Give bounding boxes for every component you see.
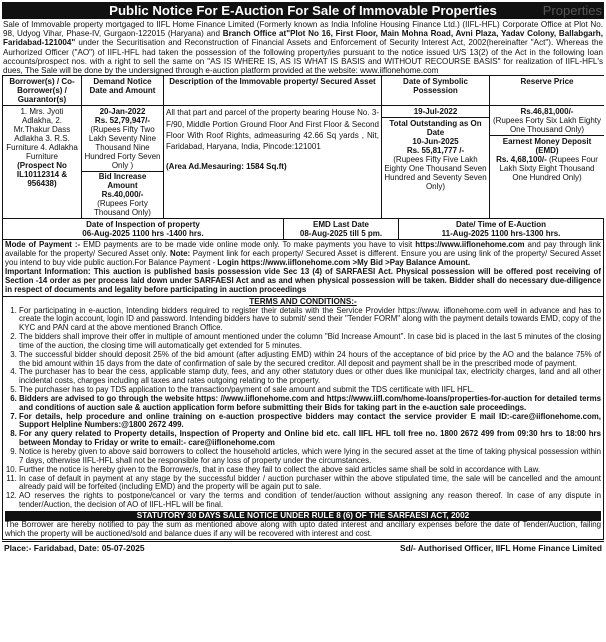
emd-last-date-value: 08-Aug-2025 till 5 pm. bbox=[299, 229, 383, 239]
bid-increase-amount: Rs.40,000/- bbox=[101, 190, 144, 200]
list-item: 8. For any query related to Property details, Inspection of Property and Online bid etc. call IIFL HFL toll free no. 1800 2672 499 from 09:30 hrs to 18:00 hrs between Monday to Friday or write to email:- care@iiflonehome.com bbox=[19, 430, 601, 448]
header-possession: Date of Symbolic Possession bbox=[382, 76, 490, 106]
place-date: Place:- Faridabad, Date: 05-07-2025 bbox=[4, 542, 145, 553]
branch-address: Branch Office at"Plot No 16, First Floor, Main Mohna Road, Avni Plaza, Yadav Colony, Ballabgarh, Faridabad-121004" bbox=[3, 29, 603, 48]
list-item: 4. The purchaser has to bear the cess, applicable stamp duty, fees, and any other statutory dues or other dues like municipal tax, electricity charges, land and all other incidental costs, charges including all taxes and rates outgoing relating to the property. bbox=[19, 368, 601, 386]
demand-cell bbox=[82, 106, 164, 219]
table-header-row bbox=[3, 76, 605, 106]
important-information: Important Information: This auction is published basis possession vide Sec 13 (4) of SARFAESI Act. Physical possession will be offered post receiving of Section -14 order as per process laid down under SARFAESI Act and as and when physical possession will be taken. Bidder shall do necessary due-diligence in respect of documents and legality before participating in auction proceedings bbox=[5, 266, 601, 294]
emd-last-date-block bbox=[284, 219, 399, 239]
intro-paragraph bbox=[2, 19, 604, 75]
list-item: 12. AO reserves the rights to postpone/cancel or vary the terms and condition of tender/auction without assigning any reason thereof. In case of any dispute in tender/Auction, the decision of AO of IIFL-HFL will be final. bbox=[19, 492, 601, 510]
table-row bbox=[3, 106, 605, 219]
mode-of-payment bbox=[2, 240, 604, 296]
list-item: 11. In case of default in payment at any stage by the successful bidder / auction purchaser within the above stipulated time, the sale will be cancelled and the amount already paid will be forfeited (including EMD) and the property will be again put to sale. bbox=[19, 475, 601, 493]
bid-increase-title: Bid Increase Amount bbox=[98, 172, 147, 191]
emd-last-date-label: EMD Last Date bbox=[312, 220, 369, 230]
outstanding-words: (Rupees Fifty Five Lakh Eighty One Thousand Seven Hundred and Seventy Seven Only) bbox=[384, 155, 487, 192]
header-demand: Demand Notice Date and Amount bbox=[82, 76, 164, 106]
statutory-heading: STATUTORY 30 DAYS SALE NOTICE UNDER RULE 8 (6) OF THE SARFAESI ACT, 2002 bbox=[5, 511, 601, 521]
borrower-cell bbox=[3, 106, 82, 219]
reserve-words: (Rupees Forty Six Lakh Eighty One Thousand Only) bbox=[492, 116, 602, 135]
note-label: Note: bbox=[170, 249, 191, 259]
notice-footer bbox=[2, 541, 604, 554]
emd-words: (Rupees Four Lakh Sixty Eight Thousand One Hundred Only) bbox=[499, 155, 598, 183]
borrower-names: 1. Mrs. Jyoti Adlakha, 2. Mr.Thakur Dass Adlakha 3. R.S. Furniture 4. Adlakha Furniture bbox=[6, 107, 78, 162]
possession-date: 19-Jul-2022 bbox=[413, 107, 458, 117]
notice-banner bbox=[2, 2, 604, 19]
terms-heading: TERMS AND CONDITIONS:- bbox=[249, 296, 357, 306]
header-borrower: Borrower(s) / Co-Borrower(s) / Guarantor(s) bbox=[3, 76, 82, 106]
statutory-text: The Borrower are hereby notified to pay the sum as mentioned above along with upto dated interest and ancillary expenses before the date of Tender/Auction, failing which the property will be auctioned/sold and balance dues if any will be recovered with interest and cost. bbox=[5, 519, 601, 538]
intro-text-1: Sale of Immovable property mortgaged to IIFL Home Finance Limited (Formerly known as India Infoline Housing Finance Ltd.) (IIFL-HFL) Corporate Office at Plot No. 98, Udyog Vihar, Phase-IV, Gurgaon-122015 (Haryana) and bbox=[3, 20, 603, 39]
payment-link[interactable]: https://www.iiflonehome.com bbox=[415, 240, 525, 250]
mode-label: Mode of Payment :- bbox=[5, 240, 81, 250]
outstanding-amount: Rs. 55,81,777 /- bbox=[406, 146, 465, 156]
list-item: 1. For participating in e-auction, Intending bidders required to register their details with the Service Provider https://www. iiflonehome.com well in advance and has to create the login account, login ID and password. Intending bidders have to submit/ send their "Tender FORM" along with the payment details towards EMD, copy of the KYC and PAN card at the above mentioned Branch Office. bbox=[19, 307, 601, 334]
auction-date-value: 11-Aug-2025 1100 hrs-1300 hrs. bbox=[441, 229, 561, 239]
emd-amount: Rs. 4,68,100/- bbox=[496, 155, 547, 165]
intro-text-2: under the Securitisation and Reconstruction of Financial Assets and Enforcement of Security Interest Act, 2002(hereinafter "Act"). Whereas the Aurhorized Officer ("AO") of IIFL-HFL had taken the possession of the following property/ies pursuant to the notice issued U/S 13(2) of the Act in the following loan accounts/prospect nos. with a right to sell the same on "AS IS WHERE IS, AS IS WHAT IS BASIS and WITHOUT RECOURSE BASIS" for realization of IIFL-HFL's dues, The Sale will be done by the undersigned through e-auction platform provided at the website: www.iiflonehome.com bbox=[3, 38, 603, 76]
outstanding-title: Total Outstanding as On Date bbox=[389, 119, 482, 138]
possession-cell bbox=[382, 106, 490, 219]
header-description: Description of the Immovable property/ Secured Asset bbox=[164, 76, 382, 106]
property-area: (Area Ad.Mesauring: 1584 Sq.ft) bbox=[166, 161, 287, 171]
mode-text-3: Payment link for each property/ Secured Asset is different. Ensure you are using link of the property/ Secured Asset you intend to buy vide public auction.For Balance Payment - bbox=[5, 249, 602, 268]
list-item: 2. The bidders shall improve their offer in multiple of amount mentioned under the column "Bid Increase Amount". In case bid is placed in the last 5 minutes of the closing time of the auction, the closing time will automatically get extended for 5 minutes. bbox=[19, 333, 601, 351]
notice-title: Public Notice For E-Auction For Sale of Immovable Properties bbox=[109, 3, 497, 18]
list-item: 7. For details, help procedure and online training on e-auction prospective bidders may contact the service provider E mail ID:-care@iiflonehome.com, Support Helpline Numbers:@1800 2672 499. bbox=[19, 413, 601, 431]
ghost-text: Properties bbox=[542, 3, 602, 18]
header-reserve: Reserve Price bbox=[490, 76, 605, 106]
dates-row bbox=[2, 219, 604, 240]
property-description: All that part and parcel of the property bearing House No. 3-F/90, Middle Portion Ground Floor And First Floor & Second Floor With Roof Rights, admeasuring 42.66 Sq yards , Nit, Faridabad, Haryana, India, Pincode:121001 bbox=[166, 108, 379, 152]
notice-page bbox=[2, 2, 604, 638]
inspection-value: 06-Aug-2025 1100 hrs -1400 hrs. bbox=[82, 229, 204, 239]
outstanding-date: 10-Jun-2025 bbox=[412, 137, 459, 147]
inspection-label: Date of Inspection of property bbox=[86, 220, 200, 230]
demand-date: 20-Jan-2022 bbox=[99, 107, 146, 117]
terms-list bbox=[5, 307, 601, 510]
list-item: 6. Bidders are advised to go through the website https: //www.iiflonehome.com and https://www.iifl.com/home-loans/properties-for-auction for detailed terms and conditions of auction sale & auction application form before submitting their Bids for taking part in the e-auction sale proceedings. bbox=[19, 395, 601, 413]
list-item: 3. The successful bidder should deposit 25% of the bid amount (after adjusting EMD) within 24 hours of the acceptance of bid price by the AO and the balance 75% of the bid amount within 15 days from the date of confirmation of sale by the secured creditor. All deposit and payment shall be in the prescribed mode of payment. bbox=[19, 351, 601, 369]
mode-text-2: and pay through link available for the property/ Secured Asset only. bbox=[5, 240, 602, 259]
auction-date-block bbox=[399, 219, 603, 239]
balance-payment-login[interactable]: Login https://www.iiflonehome.com >My Bid >Pay Balance Amount. bbox=[217, 258, 471, 268]
auction-date-label: Date/ Time of E-Auction bbox=[455, 220, 547, 230]
list-item: 5. The purchaser has to pay TDS application to the transaction/payment of sale amount and submit the TDS certificate with IIFL HFL. bbox=[19, 386, 601, 395]
reserve-amount: Rs.46,81,000/- bbox=[520, 107, 574, 117]
list-item: 10. Further the notice is hereby given to the Borrower/s, that in case they fail to collect the above said articles same shall be sold in accordance with Law. bbox=[19, 466, 601, 475]
inspection-block bbox=[3, 219, 284, 239]
description-cell bbox=[164, 106, 382, 219]
demand-amount: Rs. 52,79,947/- bbox=[94, 116, 151, 126]
reserve-cell bbox=[490, 106, 605, 219]
signatory: Sd/- Authorised Officer, IIFL Home Finance Limited bbox=[400, 542, 602, 553]
emd-title: Earnest Money Deposit (EMD) bbox=[502, 137, 592, 156]
prospect-number: (Prospect No IL10112314 & 956438) bbox=[16, 161, 68, 189]
demand-amount-words: (Rupees Fifty Two Lakh Seventy Nine Thousand Nine Hundred Forty Seven Only ) bbox=[84, 125, 161, 171]
mode-text-1: EMD payments are to be made vide online mode only. To make payments you have to visit bbox=[80, 240, 416, 250]
bid-increase-words: (Rupees Forty Thousand Only) bbox=[94, 199, 151, 218]
property-table bbox=[2, 75, 604, 219]
terms-section bbox=[2, 297, 604, 540]
list-item: 9. Notice is hereby given to above said borrowers to collect the household articles, which were lying in the secured asset at the time of taking physical possession within 7 days, otherwise IIFL-HFL shall not be responsible for any loss of property under the circumstances. bbox=[19, 448, 601, 466]
